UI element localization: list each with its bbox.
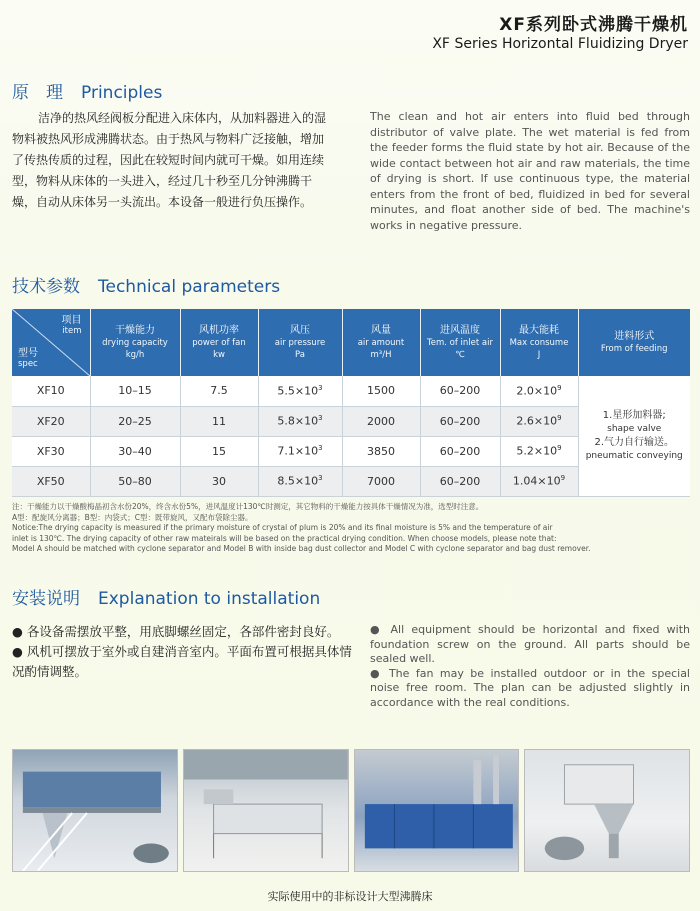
cell-power: 7.5 — [180, 376, 258, 406]
technical-heading-cn: 技术参数 — [12, 277, 80, 297]
cell-inlet-temp: 60–200 — [420, 466, 500, 496]
principles-heading-en: Principles — [81, 83, 163, 103]
corner-item-cn: 项目 — [61, 315, 82, 326]
cell-inlet-temp: 60–200 — [420, 406, 500, 436]
installation-list-en — [370, 623, 690, 710]
note-line: Notice:The drying capacity is measured if the primary moisture of crystal of plum is 20% and its final moisture is 5% and the temperature of air — [12, 523, 553, 532]
installation-item-cn: ● 风机可摆放于室外或自建消音室内。平面布置可根据具体情况酌情调整。 — [12, 644, 352, 679]
technical-heading — [12, 272, 280, 297]
installation-list-cn — [12, 622, 352, 682]
cell-feeding: 1.星形加料器; shape valve 2.气力自行输送。 pneumatic conveying — [578, 376, 690, 496]
col-header-pressure: 风压 air pressure Pa — [258, 309, 342, 376]
principles-heading-cn: 原 理 — [12, 83, 63, 103]
cell-consume: $5.2\times 10^9$ — [500, 436, 578, 466]
principles-text-cn: 洁净的热风经阀板分配进入床体内，从加料器进入的湿物料被热风形成沸腾状态。由于热风与物料广泛接触，增加了传热传质的过程，因此在较短时间内就可干燥。如用连续型，物料从床体的一头进入，经过几十秒至几分钟沸腾干燥，自动从床体另一头流出。本设备一般进行负压操作。 — [12, 111, 327, 209]
note-line: Model A should be matched with cyclone separator and Model B with inside bag dust collector and Model C with cyclone separator and bag dust remover. — [12, 544, 591, 553]
cell-pressure: $5.5\times 10^3$ — [258, 376, 342, 406]
principles-text-en: The clean and hot air enters into fluid bed through distributor of valve plate. The wet material is fed from the feeder forms the fluid state by hot air. Because of the wide contact between hot air and raw materials, the time of drying is short. If use continuous type, the material enters from the front of bed, fluidized in bed for several minutes, and float another side of bed. The machine's works in negative pressure. — [370, 110, 690, 232]
corner-item-en: item — [62, 326, 82, 336]
cell-capacity: 20–25 — [90, 406, 180, 436]
cell-pressure: $5.8\times 10^3$ — [258, 406, 342, 436]
cell-air-amount: 7000 — [342, 466, 420, 496]
col-header-air-amount: 风量 air amount m³/H — [342, 309, 420, 376]
corner-model-en: spec — [18, 359, 38, 369]
note-line: 注：干燥能力以干燥酸梅晶初含水份20%，终含水份5%，进风温度计130℃时测定，其它物料的干燥能力按具体干燥情况为准，选型时注意。 — [12, 502, 484, 511]
installation-heading — [12, 584, 320, 609]
note-line: A型：配旋风分离器；B型：内袋式；C型：既带旋风，又配布袋除尘器。 — [12, 512, 253, 522]
cell-power: 11 — [180, 406, 258, 436]
cell-consume: $2.0\times 10^9$ — [500, 376, 578, 406]
col-header-feeding: 进料形式 From of feeding — [578, 309, 690, 376]
table-header-row — [12, 309, 690, 376]
photo-strip — [12, 749, 690, 872]
col-header-capacity: 干燥能力 drying capacity kg/h — [90, 309, 180, 376]
table-notes — [12, 502, 692, 555]
table-row — [12, 376, 690, 406]
table-corner-cell — [12, 309, 90, 376]
installation-item-en: ● The fan may be installed outdoor or in the special noise free room. The plan can be adjusted slightly in accordance with the real conditions. — [370, 666, 690, 709]
installation-item-cn: ● 各设备需摆放平整，用底脚螺丝固定，各部件密封良好。 — [12, 624, 340, 639]
installation-heading-en: Explanation to installation — [98, 589, 321, 609]
cell-capacity: 30–40 — [90, 436, 180, 466]
cell-model: XF30 — [12, 436, 90, 466]
cell-air-amount: 2000 — [342, 406, 420, 436]
equipment-photo-2 — [183, 749, 349, 872]
cell-inlet-temp: 60–200 — [420, 376, 500, 406]
equipment-photo-3 — [354, 749, 520, 872]
cell-model: XF10 — [12, 376, 90, 406]
technical-parameters-table — [12, 309, 690, 497]
cell-pressure: $8.5\times 10^3$ — [258, 466, 342, 496]
cell-consume: $1.04\times 10^9$ — [500, 466, 578, 496]
cell-consume: $2.6\times 10^9$ — [500, 406, 578, 436]
equipment-photo-4 — [524, 749, 690, 872]
corner-model-cn: 型号 — [18, 348, 38, 359]
cell-pressure: $7.1\times 10^3$ — [258, 436, 342, 466]
cell-inlet-temp: 60–200 — [420, 436, 500, 466]
title-cn: XF系列卧式沸腾干燥机 — [499, 15, 688, 35]
cell-model: XF20 — [12, 406, 90, 436]
photo-caption: 实际使用中的非标设计大型沸腾床 — [267, 890, 433, 903]
cell-air-amount: 3850 — [342, 436, 420, 466]
cell-capacity: 10–15 — [90, 376, 180, 406]
cell-power: 15 — [180, 436, 258, 466]
cell-model: XF50 — [12, 466, 90, 496]
technical-heading-en: Technical parameters — [98, 277, 281, 297]
col-header-power: 风机功率 power of fan kw — [180, 309, 258, 376]
cell-power: 30 — [180, 466, 258, 496]
col-header-max-consume: 最大能耗 Max consume J — [500, 309, 578, 376]
cell-air-amount: 1500 — [342, 376, 420, 406]
equipment-photo-1 — [12, 749, 178, 872]
cell-capacity: 50–80 — [90, 466, 180, 496]
col-header-inlet-temp: 进风温度 Tem. of inlet air ℃ — [420, 309, 500, 376]
installation-item-en: ● All equipment should be horizontal and fixed with foundation screw on the ground. All parts should be sealed well. — [370, 623, 690, 665]
note-line: inlet is 130℃. The drying capacity of other raw mateirals will be based on the practical drying condition. When choose models, please note that: — [12, 533, 557, 543]
principles-heading — [12, 78, 162, 103]
title-en: XF Series Horizontal Fluidizing Dryer — [432, 36, 688, 52]
installation-heading-cn: 安装说明 — [12, 589, 80, 609]
